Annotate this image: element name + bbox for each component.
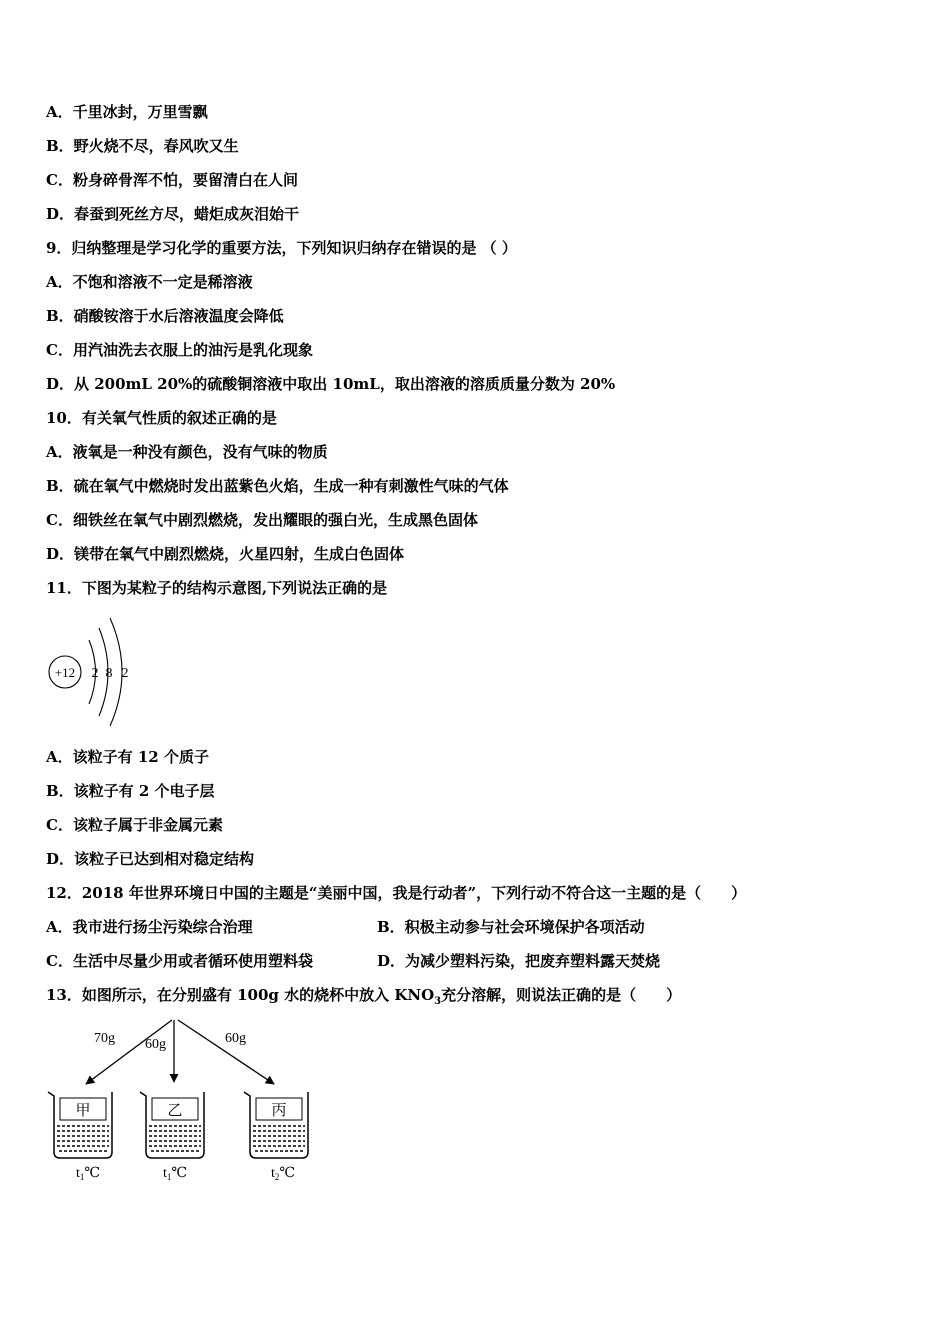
- q11-option-a: A．该粒子有 12 个质子: [46, 748, 209, 766]
- arrow-to-beaker-3: [178, 1020, 274, 1084]
- atom-structure-diagram: [44, 614, 144, 730]
- temp-label-2: $t_1℃$: [163, 1166, 188, 1182]
- beaker-label-yi: 乙: [167, 1103, 183, 1119]
- q9-option-b: B．硝酸铵溶于水后溶液温度会降低: [46, 307, 284, 325]
- q12-option-b: B．积极主动参与社会环境保护各项活动: [377, 918, 645, 936]
- beaker-jia: [48, 1092, 112, 1158]
- q9-stem: 9．归纳整理是学习化学的重要方法，下列知识归纳存在错误的是 （ ）: [46, 239, 517, 257]
- mass-label-3: 60g: [225, 1031, 246, 1046]
- q9-option-d: D．从 200mL 20%的硫酸铜溶液中取出 10mL，取出溶液的溶质质量分数为 20%: [46, 375, 616, 393]
- q11-stem: 11．下图为某粒子的结构示意图,下列说法正确的是: [46, 579, 388, 597]
- q10-option-d: D．镁带在氧气中剧烈燃烧，火星四射，生成白色固体: [46, 545, 405, 563]
- q9-option-c: C．用汽油洗去衣服上的油污是乳化现象: [46, 341, 313, 359]
- q8-option-d: D．春蚕到死丝方尽，蜡炬成灰泪始干: [46, 205, 300, 223]
- nucleus-charge: +12: [54, 665, 76, 680]
- q12-stem: 12．2018 年世界环境日中国的主题是“美丽中国，我是行动者”，下列行动不符合这一主题的是（ ）: [46, 884, 747, 902]
- beaker-yi: [140, 1092, 204, 1158]
- mass-label-1: 70g: [94, 1031, 115, 1046]
- q8-option-c: C．粉身碎骨浑不怕，要留清白在人间: [46, 171, 298, 189]
- beaker-label-jia: 甲: [75, 1103, 91, 1119]
- temp-label-1: $t_1℃$: [76, 1166, 101, 1182]
- q12-option-d: D．为减少塑料污染，把废弃塑料露天焚烧: [377, 952, 661, 970]
- q13-stem-subscript: 3: [434, 996, 442, 1007]
- q10-option-b: B．硫在氧气中燃烧时发出蓝紫色火焰，生成一种有刺激性气味的气体: [46, 477, 509, 495]
- q10-stem: 10．有关氧气性质的叙述正确的是: [46, 409, 277, 427]
- q13-stem: [46, 985, 681, 1012]
- shell-3-electrons: 2: [121, 666, 129, 681]
- beakers-diagram: [44, 1014, 324, 1186]
- beaker-label-bing: 丙: [271, 1103, 287, 1119]
- q11-option-d: D．该粒子已达到相对稳定结构: [46, 850, 255, 868]
- arrow-to-beaker-1: [86, 1020, 172, 1084]
- q10-option-c: C．细铁丝在氧气中剧烈燃烧，发出耀眼的强白光，生成黑色固体: [46, 511, 478, 529]
- q9-option-a: A．不饱和溶液不一定是稀溶液: [46, 273, 253, 291]
- shell-1-electrons: 2: [91, 666, 99, 681]
- mass-label-2: 60g: [145, 1037, 166, 1052]
- q12-option-a: A．我市进行扬尘污染综合治理: [46, 918, 253, 936]
- q11-option-b: B．该粒子有 2 个电子层: [46, 782, 215, 800]
- beaker-bing: [244, 1092, 308, 1158]
- q8-option-a: A．千里冰封，万里雪飘: [46, 103, 208, 121]
- q8-option-b: B．野火烧不尽，春风吹又生: [46, 137, 239, 155]
- temp-label-3: $t_2℃$: [271, 1166, 296, 1182]
- q13-stem-suffix: 充分溶解，则说法正确的是（ ）: [441, 986, 682, 1004]
- q10-option-a: A．液氧是一种没有颜色，没有气味的物质: [46, 443, 328, 461]
- q11-option-c: C．该粒子属于非金属元素: [46, 816, 223, 834]
- shell-2-electrons: 8: [105, 666, 113, 681]
- q13-stem-prefix: 13．如图所示，在分别盛有 100g 水的烧杯中放入 KNO: [46, 986, 435, 1004]
- q12-option-c: C．生活中尽量少用或者循环使用塑料袋: [46, 952, 313, 970]
